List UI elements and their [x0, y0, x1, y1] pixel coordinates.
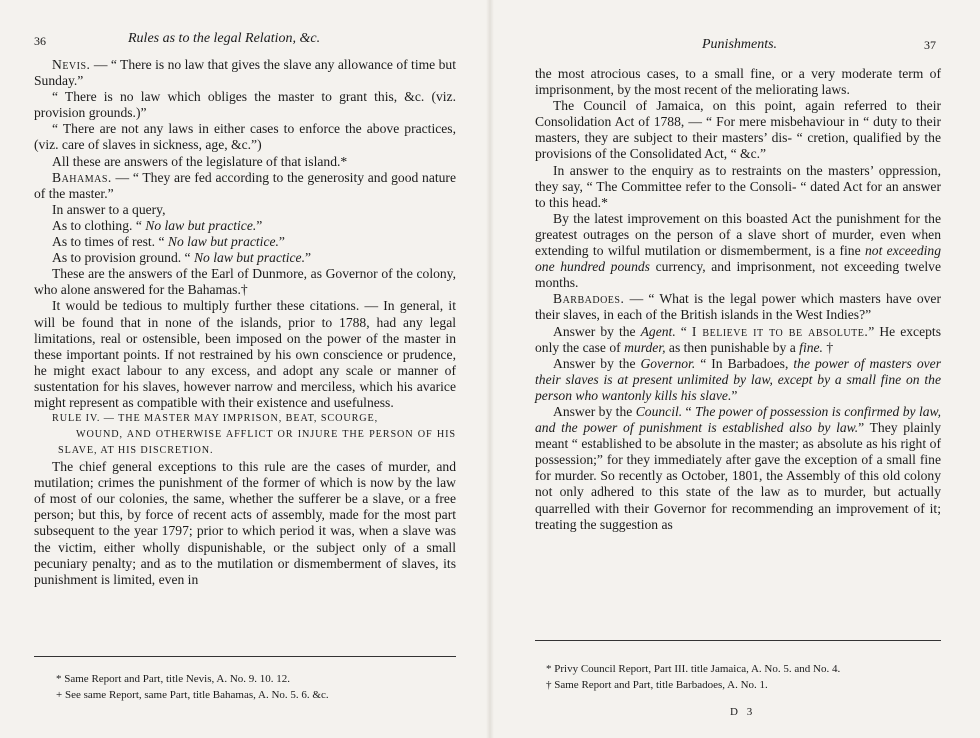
rule-heading: RULE IV. — THE MASTER MAY IMPRISON, BEAT, SCOURGE, WOUND, AND OTHERWISE AFFLICT OR INJURE THE PERSON OF HIS SLAVE, AT HIS DISCRETION.	[52, 413, 456, 457]
paragraph: “ There are not any laws in either cases to enforce the above practices, (viz. care of slaves in sickness, age, &c.”)	[34, 121, 456, 153]
paragraph: In answer to the enquiry as to restraints on the masters’ oppression, they say, “ The Committee refer to the Consoli- “ dated Act for an answer to this head.*	[535, 162, 941, 210]
footnotes	[546, 662, 946, 693]
paragraph: As to provision ground. “ No law but practice.”	[52, 250, 312, 266]
paragraph: It would be tedious to multiply further these citations. — In general, it will be found that in none of the islands, prior to 1788, had any legal limitations, real or ostensible, been imposed on the power of the master in these important points. If not restrained by his own conscience or prudence, he might exact labour to any excess, and adopt any scale or manner of sustentation for his slaves, however narrow and merciless, which his avarice might represent as compatible with their existence and usefulness.	[34, 298, 456, 410]
paragraph: Nevis. — “ There is no law that gives the slave any allowance of time but Sunday.”	[34, 57, 456, 89]
paragraph: These are the answers of the Earl of Dunmore, as Governor of the colony, who alone answered for the Bahamas.†	[34, 266, 456, 298]
running-head: Rules as to the legal Relation, &c.	[128, 31, 321, 46]
paragraph: the most atrocious cases, to a small fine, or a very moderate term of imprisonment, by the most recent of the meliorating laws.	[535, 66, 941, 98]
footnote-rule	[34, 656, 456, 657]
right-body-text	[535, 66, 941, 533]
right-page	[490, 0, 980, 738]
paragraph: Answer by the Governor. “ In Barbadoes, the power of masters over their slaves is at present unlimited by law, except by a small fine on the person who wantonly kills his slave.”	[535, 355, 941, 403]
paragraph: In answer to a query,	[52, 201, 166, 217]
paragraph: Answer by the Council. “ The power of possession is confirmed by law, and the power of punishment is established also by law.” They plainly meant “ established to be absolute in the master; as absolute as his right of possession;” for they immediately after gave the exception of a small fine for murder. So recently as October, 1801, the Assembly of this old colony not only adhered to this state of the law as to murder, but actually quarrelled with their Governor for recommending an improvement of it; treating the suggestion as	[535, 403, 941, 532]
paragraph: As to times of rest. “ No law but practice.”	[52, 234, 285, 250]
paragraph: “ There is no law which obliges the master to grant this, &c. (viz. provision grounds.)”	[34, 89, 456, 121]
footnote-rule	[535, 640, 941, 641]
page-number: 37	[924, 38, 936, 52]
paragraph: Answer by the Agent. “ I believe it to be absolute.” He excepts only the case of murder, as then punishable by a fine. †	[535, 323, 941, 355]
paragraph: The chief general exceptions to this rule are the cases of murder, and mutilation; crimes the punishment of the former of which is now by the law of most of our colonies, the same, whether the sufferer be a slave, or a free person; but this, by force of recent acts of assembly, made for the most part subsequent to the year 1797; prior to which period it was, when a slave was the victim, either wholly dispunishable, or the subject only of a small pecuniary penalty; and as to the mutilation or dismemberment of slaves, its punishment is limited, even in	[34, 459, 456, 587]
footnotes	[56, 672, 456, 703]
footnote: * Privy Council Report, Part III. title Jamaica, A. No. 5. and No. 4.	[546, 663, 841, 675]
running-head: Punishments.	[702, 37, 778, 52]
footnote: + See same Report, same Part, title Bahamas, A. No. 5. 6. &c.	[56, 688, 329, 701]
page-number: 36	[34, 34, 46, 48]
paragraph: By the latest improvement on this boasted Act the punishment for the greatest outrages on the person of a slave short of murder, even when extending to wilful mutilation or dismemberment, is a fine not exceeding one hundred pounds currency, and imprisonment, not exceeding twelve months.	[535, 210, 941, 291]
paragraph: Barbadoes. — “ What is the legal power which masters have over their slaves, in each of the British islands in the West Indies?”	[535, 291, 941, 323]
paragraph: Bahamas. — “ They are fed according to the generosity and good nature of the master.”	[34, 169, 456, 201]
signature-mark: D 3	[730, 706, 756, 718]
paragraph: As to clothing. “ No law but practice.”	[52, 217, 263, 233]
footnote: * Same Report and Part, title Nevis, A. No. 9. 10. 12.	[56, 673, 291, 685]
left-body-text	[34, 57, 456, 588]
paragraph: The Council of Jamaica, on this point, again referred to their Consolidation Act of 1788, — “ For mere misbehaviour in “ duty to their masters, they are subject to their masters’ dis- “ cretion, qualified by the provisions of the Consolidated Act, “ &c.”	[535, 98, 941, 162]
footnote: † Same Report and Part, title Barbadoes, A. No. 1.	[546, 678, 768, 691]
paragraph: All these are answers of the legislature of that island.*	[52, 153, 348, 169]
